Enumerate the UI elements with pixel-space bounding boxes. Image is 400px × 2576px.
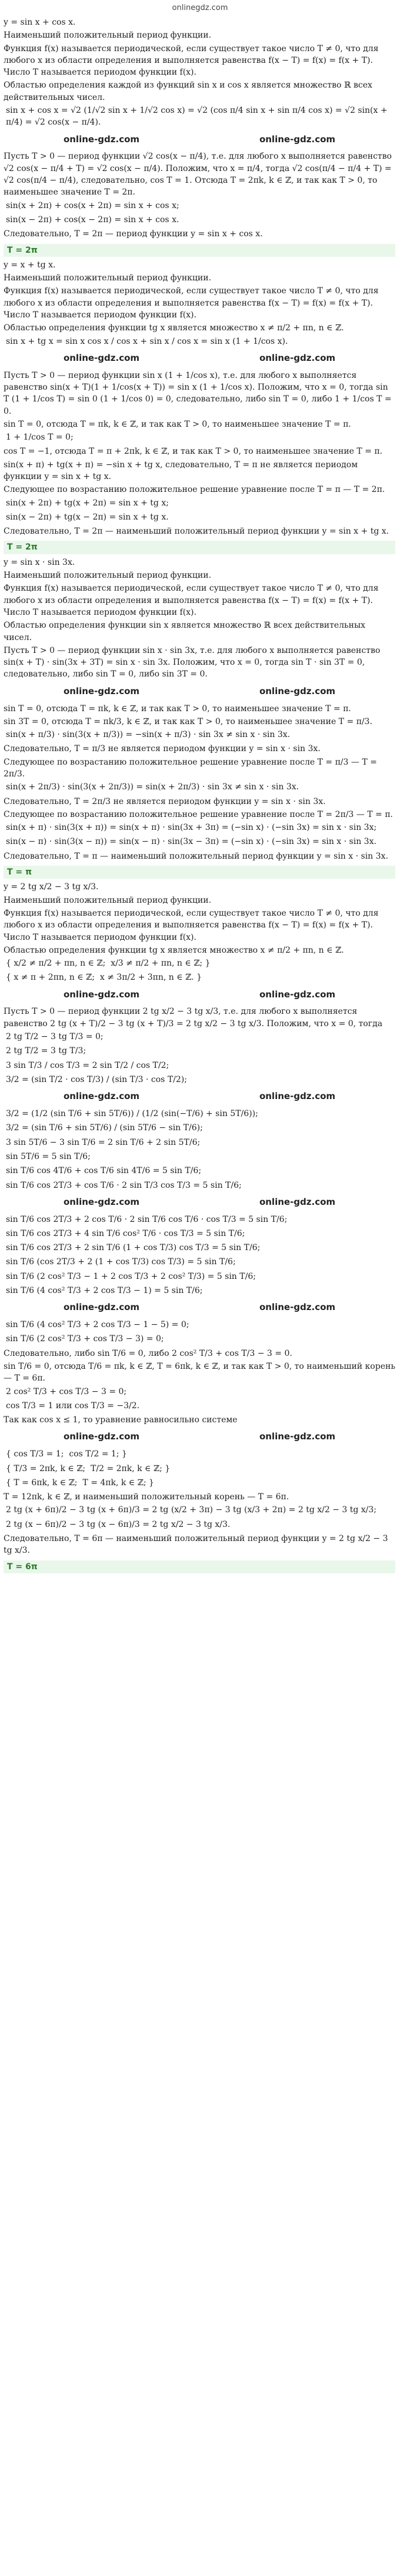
watermark-row: [4, 1301, 395, 1314]
formula-line: sin T/6 cos 4T/6 + cos T/6 sin 4T/6 = 5 sin T/6;: [6, 1166, 202, 1176]
answer-heading: T = 2π: [4, 244, 395, 257]
watermark: online-gdz.com: [259, 989, 336, 1000]
text-line: Функция f(x) называется периодической, если существует такое число T ≠ 0, что для любого x из области определения и выполняется равенства f(x − T) = f(x) = f(x + T). Число T называется периодом функции f(x).: [4, 908, 381, 942]
answer-heading: T = 6π: [4, 1560, 395, 1573]
text-line: Следующее по возрастанию положительное решение уравнение после T = 2π/3 — T = π.: [4, 809, 393, 819]
text-line: Пусть T > 0 — период функции 2 tg x/2 − 3 tg x/3, т.е. для любого x выполняется равенство 2 tg (x + T)/2 − 3 tg (x + T)/3 = 2 tg x/2 − 3 tg x/3. Положим, что x = 0, тогда: [4, 1007, 383, 1029]
formula-line: 3/2 = (sin T/6 + sin 5T/6) / (sin 5T/6 − sin T/6);: [6, 1123, 203, 1133]
text-line: sin(x + π) + tg(x + π) = −sin x + tg x, следовательно, T = π не является периодом функции y = sin x + tg x.: [4, 460, 361, 481]
text-line: Наименьший положительный период функции.: [4, 273, 212, 283]
formula-line: sin(x + π/3) · sin(3(x + π/3)) = −sin(x + π/3) · sin 3x ≠ sin x · sin 3x.: [6, 730, 291, 740]
formula-line: sin(x + π) · sin(3(x + π)) = sin(x + π) · sin(3x + 3π) = (−sin x) · (−sin 3x) = sin x · sin 3x;: [6, 823, 377, 833]
text-line: y = 2 tg x/2 − 3 tg x/3.: [4, 882, 99, 892]
formula-line: 3 sin 5T/6 − 3 sin T/6 = 2 sin T/6 + 2 sin 5T/6;: [6, 1137, 201, 1147]
footer-space: [4, 1576, 395, 1582]
formula-line: sin T/6 (2 cos² T/3 − 1 + 2 cos T/3 + 2 cos² T/3) = 5 sin T/6;: [6, 1271, 256, 1281]
watermark: online-gdz.com: [63, 1196, 140, 1207]
formula-line: sin T/6 cos 2T/3 + cos T/6 · 2 sin T/3 cos T/3 = 5 sin T/6;: [6, 1180, 242, 1190]
watermark: online-gdz.com: [259, 1431, 336, 1442]
formula-line: { T/3 = 2πk, k ∈ ℤ; T/2 = 2πk, k ∈ ℤ; }: [6, 1463, 171, 1473]
solution-section-5: [4, 1560, 395, 1573]
text-line: Областью определения функции sin x является множество ℝ всех действительных чисел.: [4, 621, 368, 642]
text-line: sin T/6 = 0, отсюда T/6 = πk, k ∈ ℤ, T = 6πk, k ∈ ℤ, и так как T > 0, то наименьший корень — T = 6π.: [4, 1361, 398, 1384]
watermark-row: [4, 685, 395, 698]
formula-line: { cos T/3 = 1; cos T/2 = 1; }: [6, 1449, 127, 1459]
site-logo-text: onlinegdz.com: [172, 3, 228, 12]
text-line: Пусть T > 0 — период функции sin x (1 + 1/cos x), т.е. для любого x выполняется равенство sin(x + T)(1 + 1/cos(x + T)) = sin x (1 + 1/cos x). Положим, что x = 0, тогда sin T (1 + 1/cos T) = sin 0 (1 + 1/cos 0) = 0, следовательно, либо sin T = 0, либо 1 + 1/cos T = 0.: [4, 370, 395, 416]
formula-line: sin(x + 2π) + cos(x + 2π) = sin x + cos x;: [6, 200, 179, 210]
formula-line: 2 tg T/2 = 3 tg T/3;: [6, 1046, 86, 1056]
text-line: Областью определения каждой из функций sin x и cos x является множество ℝ всех действительных чисел.: [4, 81, 375, 102]
solution-section-4: [4, 866, 398, 1557]
formula-line: 3 sin T/3 / cos T/3 = 2 sin T/2 / cos T/2;: [6, 1060, 169, 1070]
formula-line: { T = 6πk, k ∈ ℤ; T = 4πk, k ∈ ℤ; }: [6, 1478, 154, 1488]
formula-line: 2 tg T/2 − 3 tg T/3 = 0;: [6, 1032, 104, 1042]
text-line: sin T = 0, отсюда T = πk, k ∈ ℤ, и так как T > 0, то наименьшее значение T = π.: [4, 704, 351, 713]
formula-line: sin T/6 (cos 2T/3 + 2 (1 + cos T/3) cos T/3) = 5 sin T/6;: [6, 1257, 236, 1267]
text-line: Наименьший положительный период функции.: [4, 895, 212, 905]
watermark-row: [4, 352, 395, 365]
formula-line: sin(x − π) · sin(3(x − π)) = sin(x − π) · sin(3x − 3π) = (−sin x) · (−sin 3x) = sin x · sin 3x.: [6, 837, 376, 847]
text-line: y = sin x · sin 3x.: [4, 557, 75, 567]
formula-line: sin T/6 cos 2T/3 + 2 cos T/6 · 2 sin T/6 cos T/6 · cos T/3 = 5 sin T/6;: [6, 1214, 288, 1224]
formula-line: sin x + tg x = sin x cos x / cos x + sin x / cos x = sin x (1 + 1/cos x).: [6, 336, 288, 346]
watermark: online-gdz.com: [259, 1196, 336, 1207]
site-header: [0, 0, 400, 16]
formula-line: sin(x + 2π) + tg(x + 2π) = sin x + tg x;: [6, 498, 169, 508]
formula-line: sin(x − 2π) + cos(x − 2π) = sin x + cos x.: [6, 215, 179, 225]
watermark: online-gdz.com: [259, 685, 336, 696]
text-line: Функция f(x) называется периодической, если существует такое число T ≠ 0, что для любого x из области определения и выполняется равенства f(x − T) = f(x) = f(x + T). Число T называется периодом функции f(x).: [4, 286, 381, 320]
solution-section-3: [4, 541, 395, 862]
formula-line: sin(x − 2π) + tg(x − 2π) = sin x + tg x.: [6, 512, 169, 522]
watermark: online-gdz.com: [63, 1431, 140, 1442]
text-line: Так как cos x ≤ 1, то уравнение равносильно системе: [4, 1415, 238, 1425]
solution-section-1: [4, 16, 395, 240]
answer-heading: T = π: [4, 866, 395, 879]
watermark-row: [4, 1196, 395, 1209]
watermark: online-gdz.com: [63, 1091, 140, 1102]
watermark: online-gdz.com: [63, 133, 140, 145]
watermark: online-gdz.com: [259, 133, 336, 145]
formula-line: { x ≠ π + 2πn, n ∈ ℤ; x ≠ 3π/2 + 3πn, n ∈ ℤ. }: [6, 973, 202, 983]
text-line: Следовательно, T = 2π/3 не является периодом функции y = sin x · sin 3x.: [4, 796, 326, 806]
text-line: sin T = 0, отсюда T = πk, k ∈ ℤ, и так как T > 0, то наименьшее значение T = π.: [4, 419, 351, 429]
formula-line: sin T/6 (4 cos² T/3 + 2 cos T/3 − 1) = 5 sin T/6;: [6, 1286, 203, 1296]
text-line: Наименьший положительный период функции.: [4, 31, 212, 41]
text-line: cos T = −1, отсюда T = π + 2πk, k ∈ ℤ, и так как T > 0, то наименьшее значение T = π.: [4, 447, 383, 457]
formula-line: 1 + 1/cos T = 0;: [6, 433, 74, 443]
formula-line: 3/2 = (1/2 (sin T/6 + sin 5T/6)) / (1/2 (sin(−T/6) + sin 5T/6));: [6, 1109, 258, 1119]
text-line: Пусть T > 0 — период функции √2 cos(x − π/4), т.е. для любого x выполняется равенство √2 cos(x − π/4 + T) = √2 cos(x − π/4). Положим, что x = π/4, тогда √2 cos(π/4 − π/4 + T) = √2 cos(π/4 − π/4), следовательно, cos T = 1. Отсюда T = 2πk, k ∈ ℤ, и так как T > 0, то наименьшее значение T = 2π.: [4, 152, 395, 197]
text-line: Следующее по возрастанию положительное решение уравнение после T = π — T = 2π.: [4, 485, 385, 495]
formula-line: sin T/6 cos 2T/3 + 4 sin T/6 cos² T/6 · cos T/3 = 5 sin T/6;: [6, 1228, 245, 1238]
watermark: online-gdz.com: [63, 685, 140, 696]
text-line: Наименьший положительный период функции.: [4, 571, 212, 581]
watermark: online-gdz.com: [259, 1091, 336, 1102]
formula-line: sin(x + 2π/3) · sin(3(x + 2π/3)) = sin(x + 2π/3) · sin 3x ≠ sin x · sin 3x.: [6, 782, 299, 792]
formula-line: sin 5T/6 = 5 sin T/6;: [6, 1151, 91, 1161]
formula-line: 2 tg (x + 6π)/2 − 3 tg (x + 6π)/3 = 2 tg (x/2 + 3π) − 3 tg (x/3 + 2π) = 2 tg x/2 − 3 tg x/3;: [6, 1505, 377, 1515]
answer-heading: T = 2π: [4, 541, 395, 554]
formula-line: sin T/6 (2 cos² T/3 + cos T/3 − 3) = 0;: [6, 1334, 164, 1344]
text-line: Следовательно, T = 2π — наименьший положительный период функции y = sin x + tg x.: [4, 527, 389, 537]
text-line: Следовательно, T = 6π — наименьший положительный период функции y = 2 tg x/2 − 3 tg x/3.: [4, 1533, 391, 1556]
formula-line: sin T/6 cos 2T/3 + 2 sin T/6 (1 + cos T/3) cos T/3 = 5 sin T/6;: [6, 1243, 261, 1253]
watermark-row: [4, 133, 395, 146]
text-line: Функция f(x) называется периодической, если существует такое число T ≠ 0, что для любого x из области определения и выполняется равенства f(x − T) = f(x) = f(x + T). Число T называется периодом функции f(x).: [4, 43, 381, 78]
text-line: y = sin x + cos x.: [4, 18, 76, 27]
formula-line: { x/2 ≠ π/2 + πn, n ∈ ℤ; x/3 ≠ π/2 + πn, n ∈ ℤ; }: [6, 959, 211, 969]
watermark: online-gdz.com: [63, 1302, 140, 1313]
text-line: Следовательно, T = 2π — период функции y = sin x + cos x.: [4, 229, 263, 239]
watermark: online-gdz.com: [259, 1302, 336, 1313]
text-line: y = x + tg x.: [4, 260, 56, 270]
formula-line: sin x + cos x = √2 (1/√2 sin x + 1/√2 cos x) = √2 (cos π/4 sin x + sin π/4 cos x) = √2 sin(x + π/4) = √2 cos(x − π/4).: [6, 106, 390, 128]
text-line: Следующее по возрастанию положительное решение уравнение после T = π/3 — T = 2π/3.: [4, 757, 380, 779]
text-line: sin 3T = 0, отсюда T = πk/3, k ∈ ℤ, и так как T > 0, то наименьшее значение T = π/3.: [4, 716, 372, 726]
watermark: online-gdz.com: [63, 352, 140, 363]
watermark: online-gdz.com: [63, 989, 140, 1000]
text-line: T = 12πk, k ∈ ℤ, и наименьший положительный корень — T = 6π.: [4, 1492, 289, 1502]
text-line: Следовательно, T = π — наименьший положительный период функции y = sin x · sin 3x.: [4, 851, 388, 861]
text-line: Областью определения функции tg x является множество x ≠ π/2 + πn, n ∈ ℤ.: [4, 945, 344, 955]
formula-line: 2 cos² T/3 + cos T/3 − 3 = 0;: [6, 1386, 127, 1396]
watermark: online-gdz.com: [259, 352, 336, 363]
formula-line: 3/2 = (sin T/2 · cos T/3) / (sin T/3 · cos T/2);: [6, 1074, 187, 1084]
formula-line: sin T/6 (4 cos² T/3 + 2 cos T/3 − 1 − 5) = 0;: [6, 1320, 189, 1330]
formula-line: 2 tg (x − 6π)/2 − 3 tg (x − 6π)/3 = 2 tg x/2 − 3 tg x/3.: [6, 1519, 231, 1529]
text-line: Областью определения функции tg x является множество x ≠ π/2 + πn, n ∈ ℤ.: [4, 323, 344, 333]
solution-section-2: [4, 244, 395, 538]
text-line: Пусть T > 0 — период функции sin x · sin 3x, т.е. для любого x выполняется равенство sin(x + T) · sin(3x + 3T) = sin x · sin 3x. Положим, что x = 0, тогда sin T · sin 3T = 0, следовательно, либо sin T = 0, либо sin 3T = 0.: [4, 645, 383, 679]
watermark-row: [4, 989, 395, 1001]
formula-line: cos T/3 = 1 или cos T/3 = −3/2.: [6, 1401, 140, 1411]
solution-content: [0, 16, 400, 1582]
text-line: Функция f(x) называется периодической, если существует такое число T ≠ 0, что для любого x из области определения и выполняется равенства f(x − T) = f(x) = f(x + T). Число T называется периодом функции f(x).: [4, 584, 381, 617]
text-line: Следовательно, либо sin T/6 = 0, либо 2 cos² T/3 + cos T/3 − 3 = 0.: [4, 1348, 292, 1358]
watermark-row: [4, 1090, 395, 1103]
watermark-row: [4, 1431, 395, 1443]
text-line: Следовательно, T = π/3 не является периодом функции y = sin x · sin 3x.: [4, 744, 321, 754]
